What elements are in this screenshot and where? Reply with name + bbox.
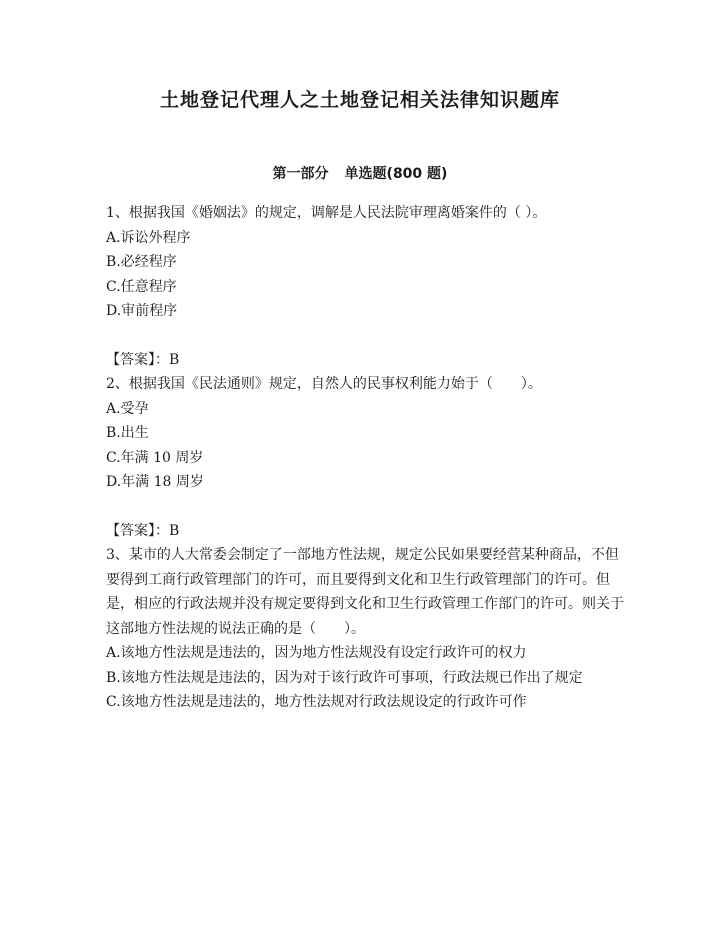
option-a: A.受孕 [106, 400, 149, 417]
question-1 [106, 201, 632, 372]
answer-label: 【答案】：B [106, 351, 180, 368]
question-2 [106, 372, 632, 543]
question-stem: 3、某市的人大常委会制定了一部地方性法规，规定公民如果要经营某种商品，不但要得到工商行政管理部门的许可，而且要得到文化和卫生行政管理部门的许可。但是，相应的行政法规并没有规定要得到文化和卫生行政管理工作部门的许可。则关于这部地方性法规的说法正确的是（ ）。 [106, 547, 624, 637]
option-a: A.该地方性法规是违法的，因为地方性法规没有设定行政许可的权力 [106, 645, 527, 661]
document-title: 土地登记代理人之土地登记相关法律知识题库 [159, 89, 560, 111]
option-b: B.必经程序 [106, 254, 177, 270]
section-heading [0, 163, 720, 185]
question-list [106, 201, 632, 715]
option-c: C.该地方性法规是违法的，地方性法规对行政法规设定的行政许可作 [106, 694, 527, 710]
answer-label: 【答案】：B [106, 522, 180, 539]
option-c: C.任意程序 [106, 278, 177, 295]
question-stem: 2、根据我国《民法通则》规定，自然人的民事权利能力始于（ ）。 [106, 376, 542, 392]
option-b: B.该地方性法规是违法的，因为对于该行政许可事项，行政法规已作出了规定 [106, 669, 583, 686]
option-a: A.诉讼外程序 [106, 229, 191, 246]
section-title: 单选题(800 题) [344, 166, 448, 182]
question-3 [106, 543, 632, 715]
option-d: D.年满 18 周岁 [106, 474, 204, 490]
question-stem: 1、根据我国《婚姻法》的规定，调解是人民法院审理离婚案件的（ ）。 [106, 205, 547, 221]
option-c: C.年满 10 周岁 [106, 449, 204, 466]
option-b: B.出生 [106, 425, 149, 441]
section-part: 第一部分 [272, 166, 329, 182]
option-d: D.审前程序 [106, 303, 178, 319]
